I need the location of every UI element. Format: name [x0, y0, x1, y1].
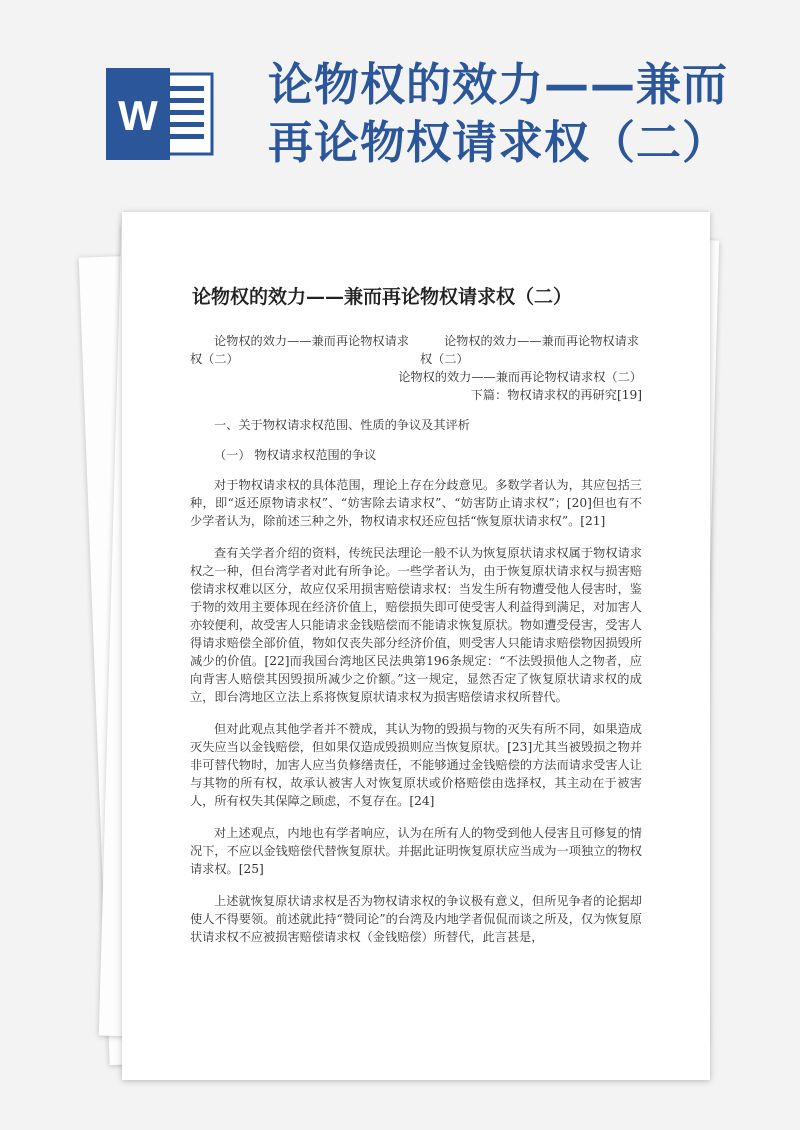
document-header-items: [190, 332, 642, 404]
document-page: [122, 212, 710, 1080]
section-heading: 一、关于物权请求权范围、性质的争议及其评析: [214, 418, 470, 432]
header-item: 论物权的效力——兼而再论物权请求权（二）: [420, 334, 639, 366]
header-item: 下篇：物权请求权的再研究[19]: [470, 388, 642, 402]
header-item: 论物权的效力——兼而再论物权请求权（二）: [398, 370, 642, 384]
paragraph: 查有关学者介绍的资料，传统民法理论一般不认为恢复原状请求权属于物权请求权之一种，但台湾学者对此有所争论。一些学者认为，由于恢复原状请求权与损害赔偿请求权难以区分，故应仅采用损害赔偿请求权：当发生所有物遭受他人侵害时，鉴于物的效用主要体现在经济价值上，赔偿损失即可使受害人利益得到满足，对加害人亦较便利，故受害人只能请求金钱赔偿而不能请求恢复原状。物如遭受侵害，受害人得请求赔偿全部价值，物如仅丧失部分经济价值，则受害人只能请求赔偿物因损毁所减少的价值。[22]而我国台湾地区民法典第196条规定：“不法毁损他人之物者，应向背害人赔偿其因毁损所减少之价额。”这一规定，显然否定了恢复原状请求权的成立，即台湾地区立法上系将恢复原状请求权为损害赔偿请求权所替代。: [190, 546, 642, 704]
paragraph: 上述就恢复原状请求权是否为物权请求权的争议极有意义，但所见争者的论据却使人不得要领。前述就此持“赞同论”的台湾及内地学者侃侃而谈之所及，仅为恢复原状请求权不应被损害赔偿请求权（金钱赔偿）所替代，此言甚是，: [190, 894, 642, 944]
word-icon: [106, 68, 218, 160]
document-title: 论物权的效力——兼而再论物权请求权（二）: [192, 286, 573, 308]
subsection-heading: （一） 物权请求权范围的争议: [214, 448, 377, 462]
main-title: 论物权的效力——兼而再论物权请求权（二）: [268, 58, 729, 169]
paragraph: 但对此观点其他学者并不赞成，其认为物的毁损与物的灭失有所不同，如果造成灭失应当以金钱赔偿，但如果仅造成毁损则应当恢复原状。[23]尤其当被毁损之物并非可替代物时，加害人应当负修缮责任，不能够通过金钱赔偿的方法而请求受害人让与其物的所有权，故承认被害人对恢复原状或价格赔偿由选择权，其主动在于被害人，所有权失其保障之顾虑，不复存在。[24]: [190, 722, 642, 808]
header-item: 论物权的效力——兼而再论物权请求权（二）: [190, 334, 409, 366]
paragraph: 对于物权请求权的具体范围，理论上存在分歧意见。多数学者认为，其应包括三种，即“返还原物请求权”、“妨害除去请求权”、“妨害防止请求权”；[20]但也有不少学者认为，除前述三种之外，物权请求权还应包括“恢复原状请求权”。[21]: [190, 478, 642, 528]
svg-text:W: W: [118, 92, 158, 139]
document-body: [190, 332, 642, 960]
paragraph: 对上述观点，内地也有学者响应，认为在所有人的物受到他人侵害且可修复的情况下，不应以金钱赔偿代替恢复原状。并据此证明恢复原状应当成为一项独立的物权请求权。[25]: [190, 826, 642, 876]
